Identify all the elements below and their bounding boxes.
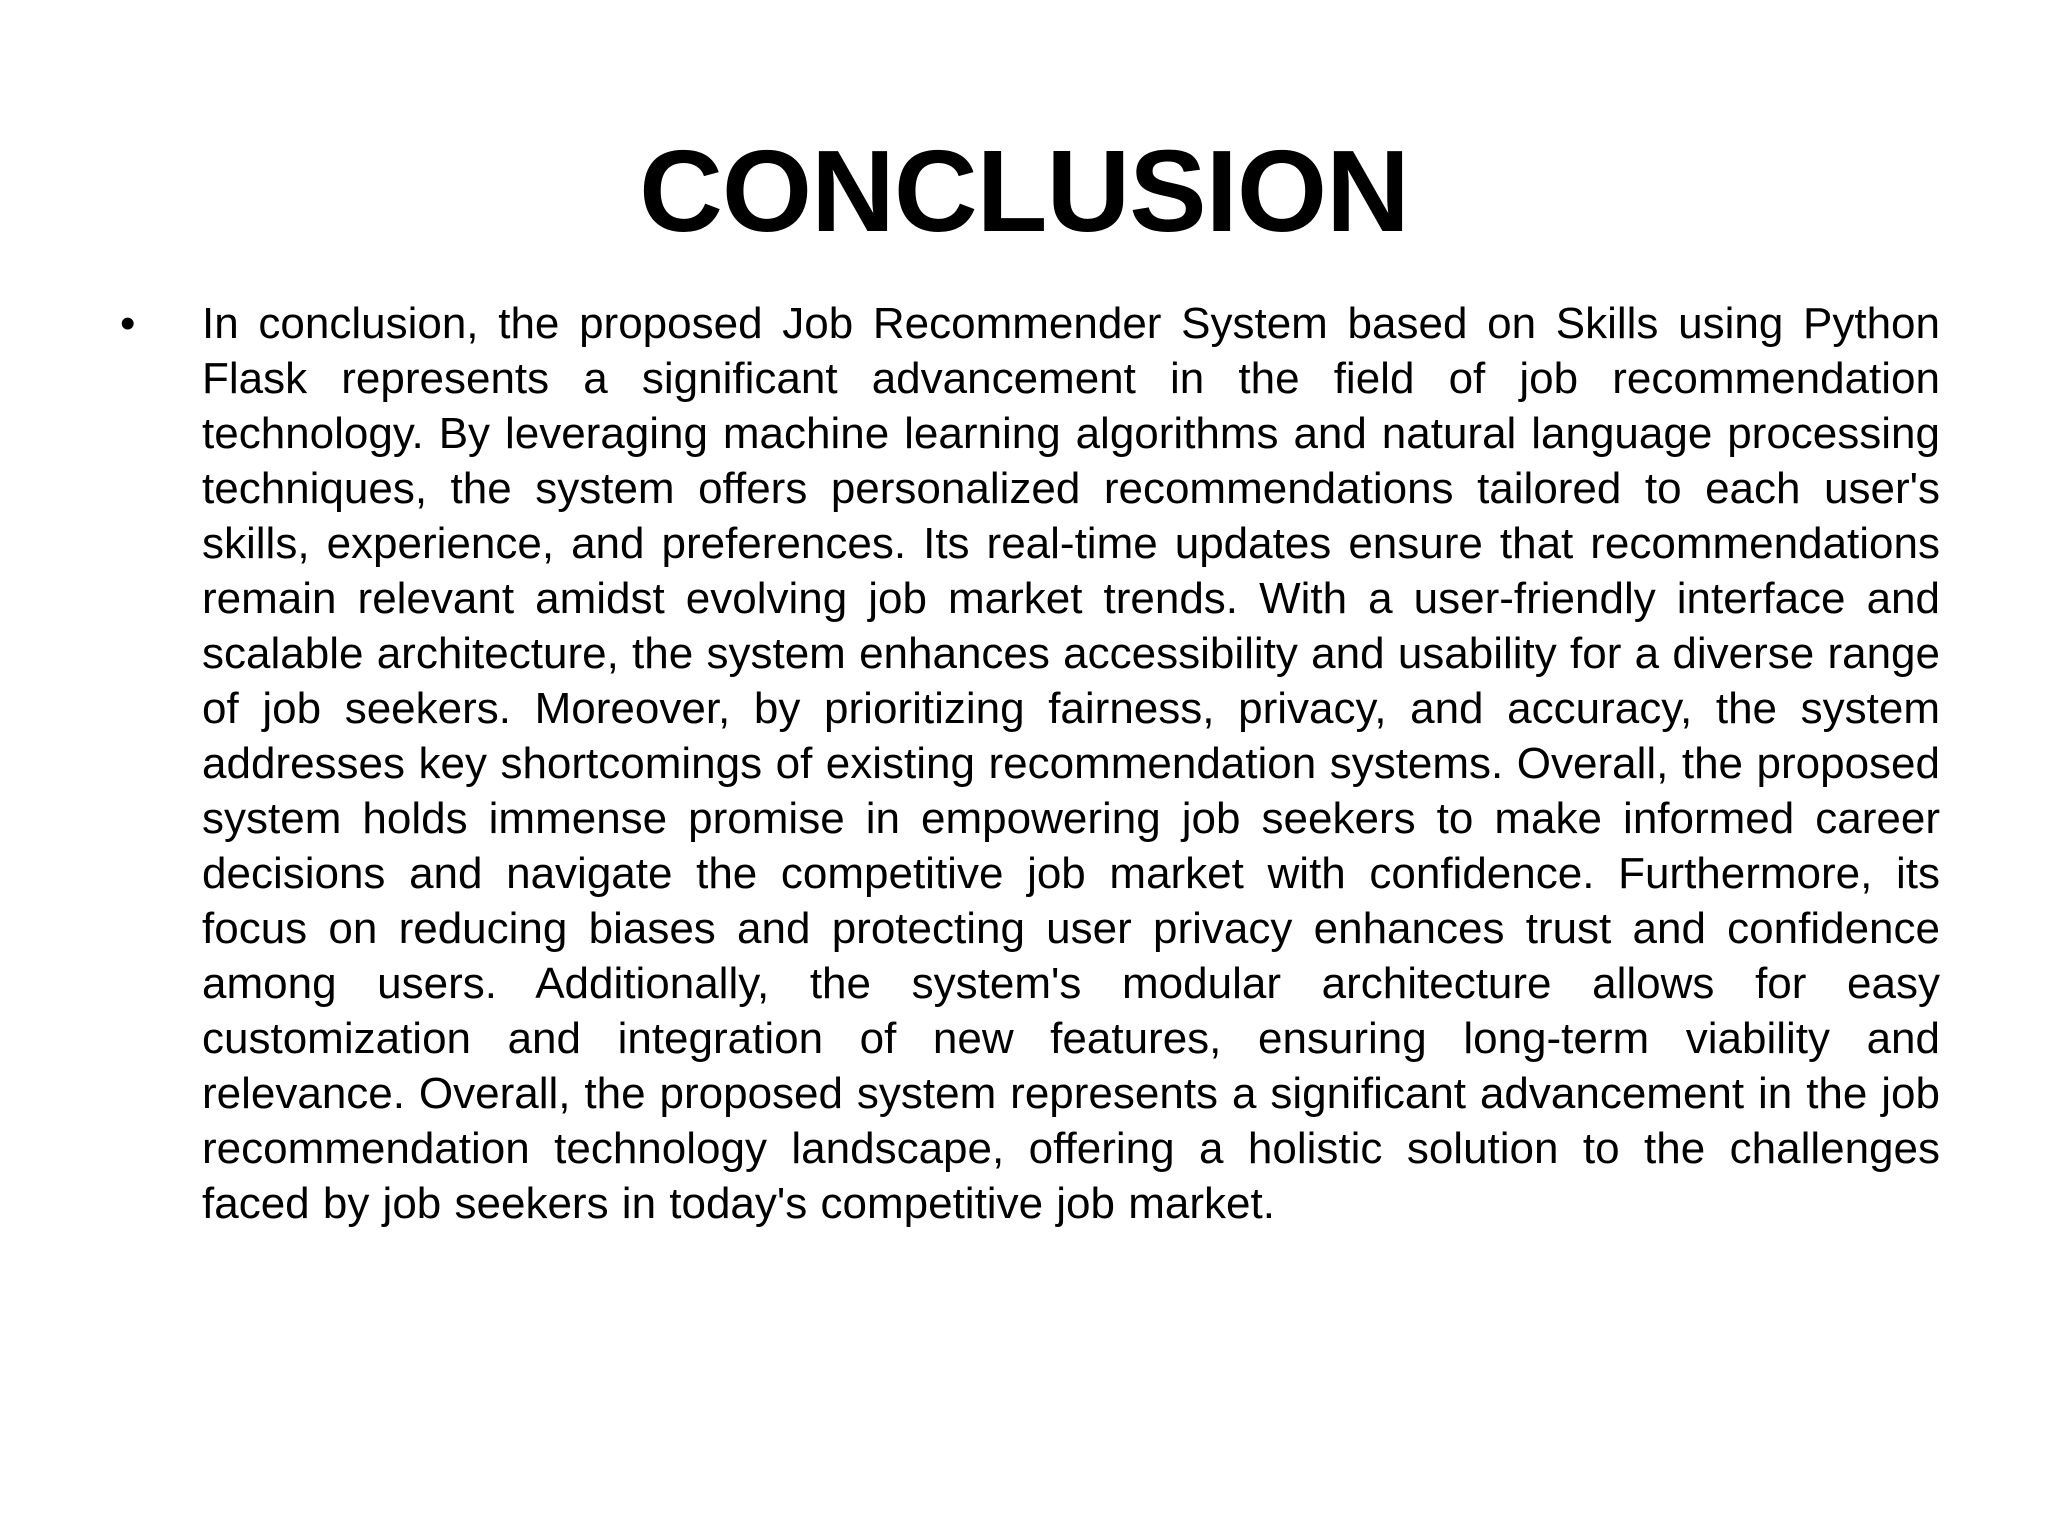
bullet-icon: • — [120, 299, 136, 348]
slide-title: CONCLUSION — [639, 126, 1409, 256]
bullet-text: In conclusion, the proposed Job Recommender System based on Skills using Python Flask represents a significant advancement in the field of job recommendation technology. By leveraging machine learning algorithms and natural language processing techniques, the system offers personalized recommendations tailored to each user's skills, experience, and preferences. Its real-time updates ensure that recommendations remain relevant amidst evolving job market trends. With a user-friendly interface and scalable architecture, the system enhances accessibility and usability for a diverse range of job seekers. Moreover, by prioritizing fairness, privacy, and accuracy, the system addresses key shortcomings of existing recommendation systems. Overall, the proposed system holds immense promise in empowering job seekers to make informed career decisions and navigate the competitive job market with confidence. Furthermore, its focus on reducing biases and protecting user privacy enhances trust and confidence among users. Additionally, the system's modular architecture allows for easy customization and integration of new features, ensuring long-term viability and relevance. Overall, the proposed system represents a significant advancement in the job recommendation technology landscape, offering a holistic solution to the challenges faced by job seekers in today's competitive job market. — [202, 299, 1940, 1228]
slide-content — [120, 296, 1940, 1231]
bullet-item — [120, 296, 1940, 1231]
